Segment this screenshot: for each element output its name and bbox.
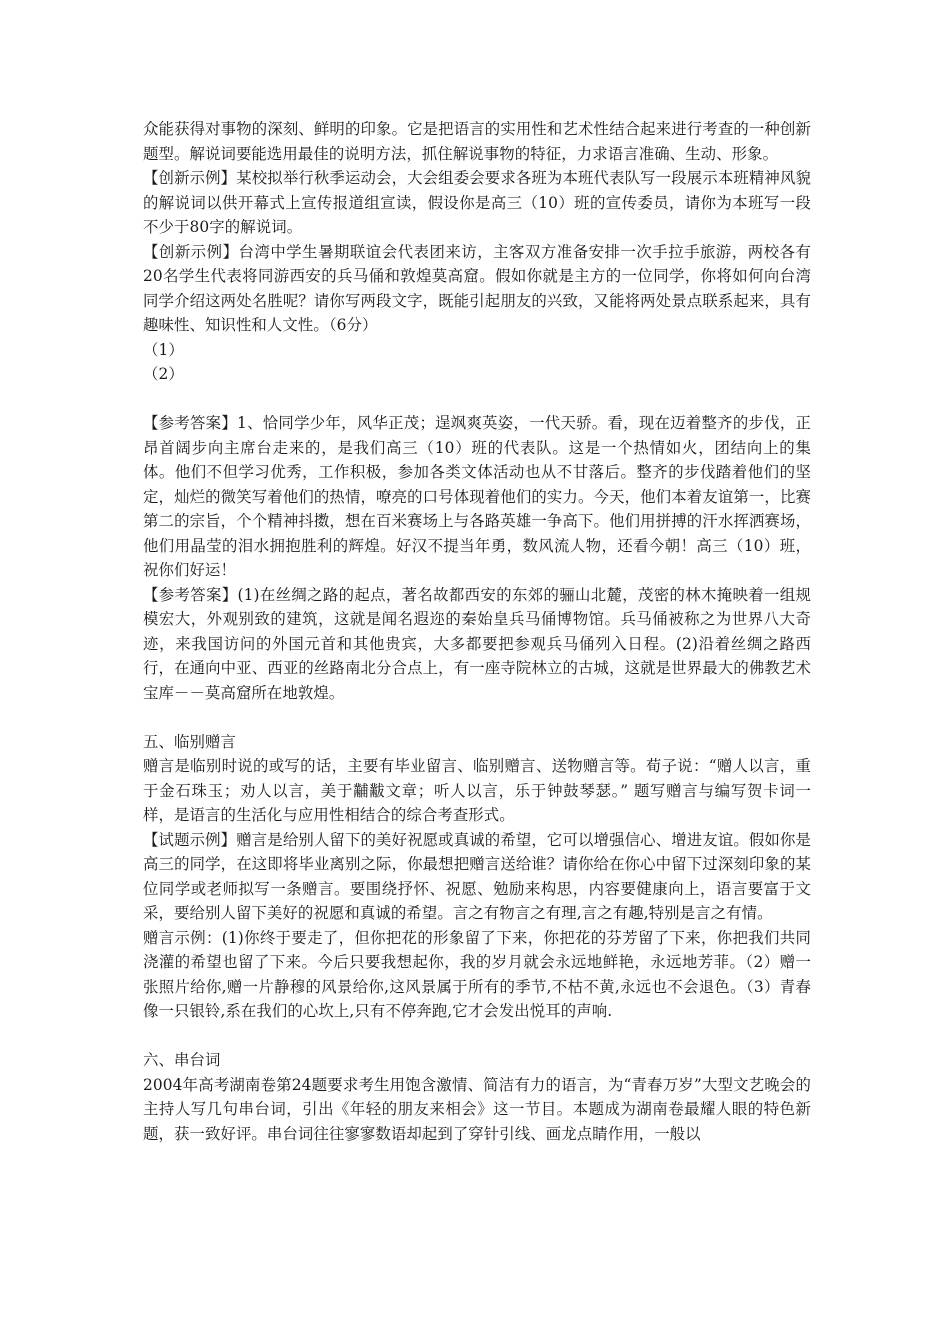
host-lines-intro: 2004年高考湖南卷第24题要求考生用饱含激情、简洁有力的语言，为“青春万岁”大型文艺晚会的主持人写几句串台词，引出《年轻的朋友来相会》这一节目。本题成为湖南卷最耀人眼的特色新题，获一致好评。串台词往往寥寥数语却起到了穿针引线、画龙点睛作用，一般以 [143, 1075, 811, 1143]
reference-answer-1: 【参考答案】1、恰同学少年，风华正茂；逞飒爽英姿，一代天骄。看，现在迈着整齐的步伐，正昂首阔步向主席台走来的，是我们高三（10）班的代表队。这是一个热情如火，团结向上的集体。他们不但学习优秀，工作积极，参加各类文体活动也从不甘落后。整齐的步伐踏着他们的坚定，灿烂的微笑写着他们的热情，嘹亮的口号体现着他们的实力。今天，他们本着友谊第一，比赛第二的宗旨，个个精神抖擞，想在百米赛场上与各路英雄一争高下。他们用拼搏的汗水挥洒赛场，他们用晶莹的泪水拥抱胜利的辉煌。好汉不提当年勇，数风流人物，还看今朝！高三（10）班，祝你们好运！ [143, 414, 811, 579]
answer-slot-1: （1） [143, 340, 184, 359]
section-heading-farewell: 五、临别赠言 [143, 732, 236, 751]
blank-line [143, 1024, 811, 1049]
blank-line [143, 387, 811, 412]
farewell-intro: 赠言是临别时说的或写的话，主要有毕业留言、临别赠言、送物赠言等。荀子说：“赠人以言，重于金石珠玉；劝人以言，美于黼黻文章；听人以言，乐于钟鼓琴瑟。” 题写赠言与编写贺卡词一样，是语言的生活化与应用性相结合的综合考查形式。 [143, 757, 811, 824]
document-page [143, 117, 811, 1146]
blank-line [143, 705, 811, 730]
intro-paragraph: 众能获得对事物的深刻、鲜明的印象。它是把语言的实用性和艺术性结合起来进行考查的一种创新题型。解说词要能选用最佳的说明方法，抓住解说事物的特征，力求语言准确、生动、形象。 [143, 120, 811, 163]
example-taiwan-visit: 【创新示例】台湾中学生暑期联谊会代表团来访，主客双方准备安排一次手拉手旅游，两校各有20名学生代表将同游西安的兵马俑和敦煌莫高窟。假如你就是主方的一位同学，你将如何向台湾同学介绍这两处名胜呢？请你写两段文字，既能引起朋友的兴致，又能将两处景点联系起来，具有趣味性、知识性和人文性。（6分） [143, 242, 811, 334]
example-sports-meet: 【创新示例】某校拟举行秋季运动会，大会组委会要求各班为本班代表队写一段展示本班精神风貌的解说词以供开幕式上宣传报道组宣读，假设你是高三（10）班的宣传委员，请你为本班写一段不少于80字的解说词。 [143, 169, 811, 236]
farewell-question-example: 【试题示例】赠言是给别人留下的美好祝愿或真诚的希望，它可以增强信心、增进友谊。假如你是高三的同学，在这即将毕业离别之际，你最想把赠言送给谁？请你给在你心中留下过深刻印象的某位同学或老师拟写一条赠言。要围绕抒怀、祝愿、勉励来构思，内容要健康向上，语言要富于文采，要给别人留下美好的祝愿和真诚的希望。言之有物言之有理,言之有趣,特别是言之有情。 [143, 830, 811, 922]
section-heading-host-lines: 六、串台词 [143, 1051, 221, 1069]
reference-answer-2: 【参考答案】(1)在丝绸之路的起点，著名故都西安的东郊的骊山北麓，茂密的林木掩映着一组规模宏大，外观别致的建筑，这就是闻名遐迩的秦始皇兵马俑博物馆。兵马俑被称之为世界八大奇迹，来我国访问的外国元首和其他贵宾，大多都要把参观兵马俑列入日程。(2)沿着丝绸之路西行，在通向中亚、西亚的丝路南北分合点上，有一座寺院林立的古城，这就是世界最大的佛教艺术宝库－－莫高窟所在地敦煌。 [143, 585, 811, 702]
farewell-sample-answers: 赠言示例：(1)你终于要走了，但你把花的形象留了下来，你把花的芬芳留了下来，你把我们共同浇灌的希望也留了下来。今后只要我想起你，我的岁月就会永远地鲜艳，永远地芳菲。（2）赠一张照片给你,赠一片静穆的风景给你,这风景属于所有的季节,不枯不黄,永远也不会退色。（3）青春像一只银铃,系在我们的心坎上,只有不停奔跑,它才会发出悦耳的声响. [143, 928, 811, 1020]
answer-slot-2: （2） [143, 365, 184, 383]
